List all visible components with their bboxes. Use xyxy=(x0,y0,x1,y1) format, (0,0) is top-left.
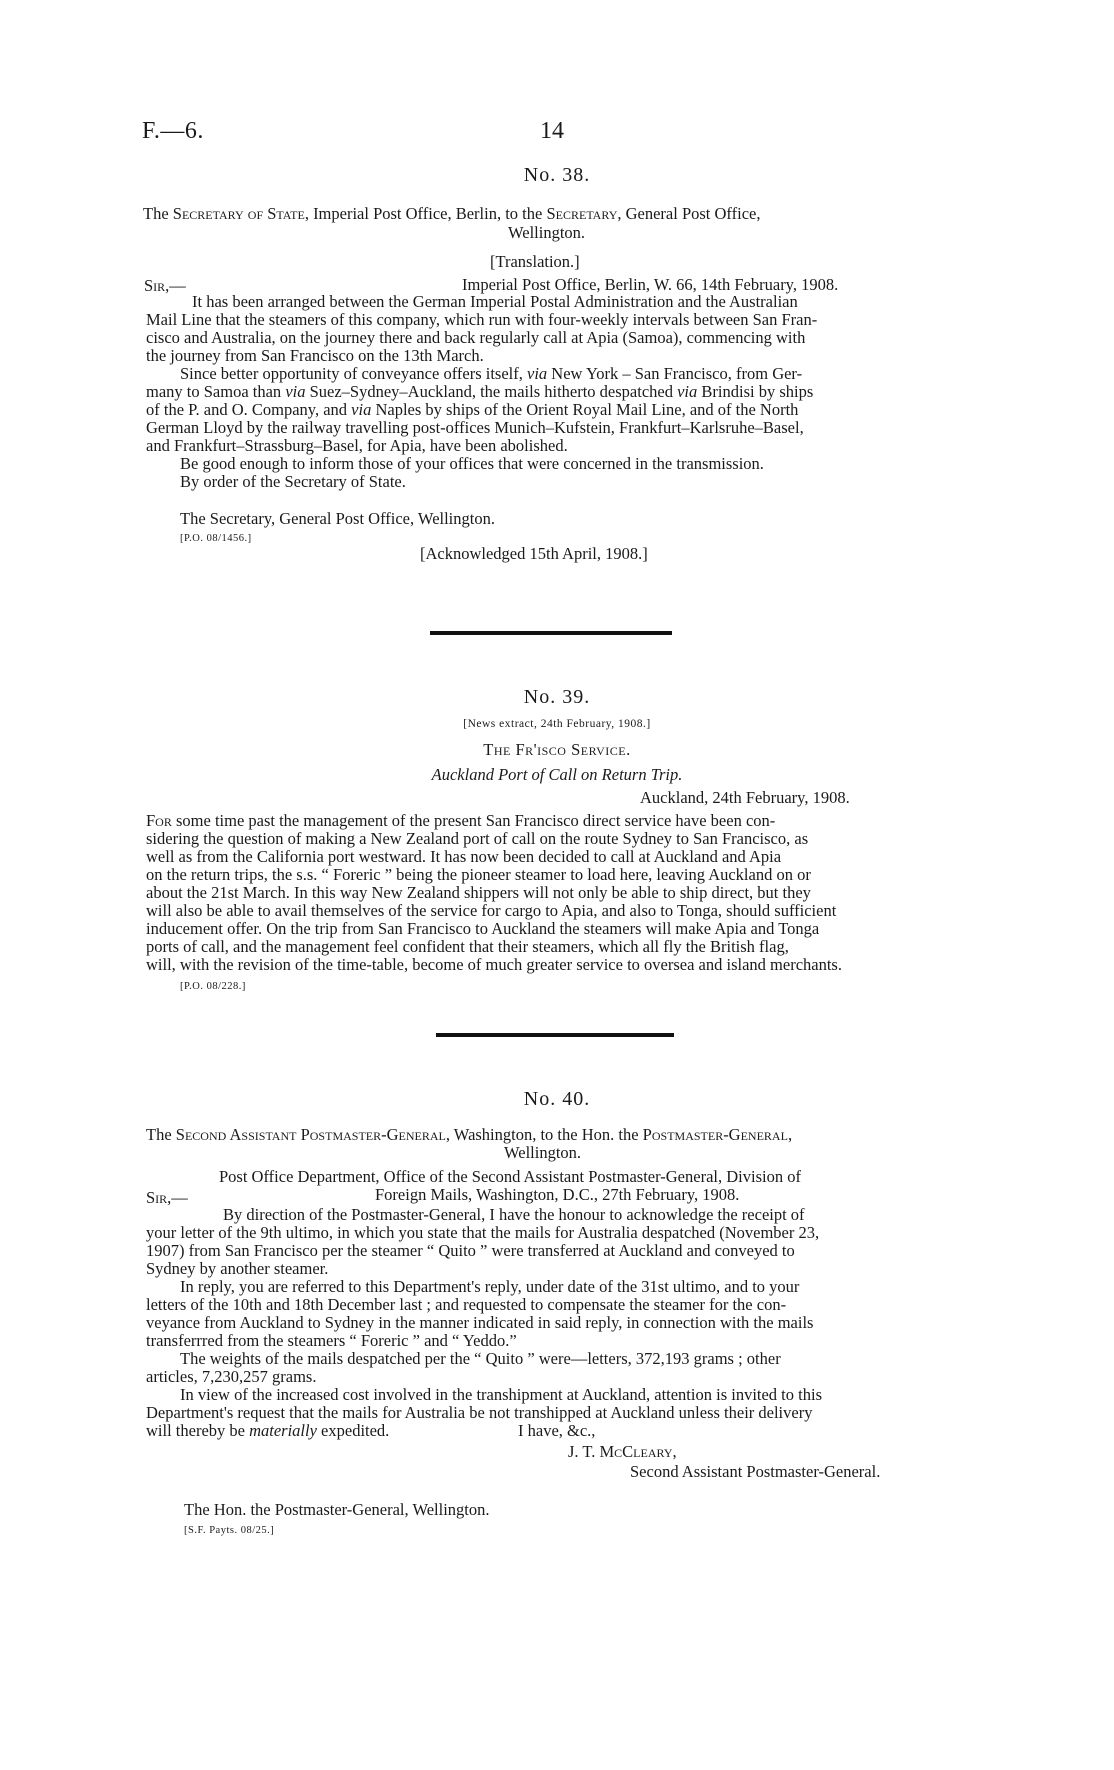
letter-38-p2-line: and Frankfurt–Strassburg–Basel, for Apia, have been abolished. xyxy=(146,436,568,455)
letter-38-addressee: The Secretary, General Post Office, Wellington. xyxy=(180,509,495,528)
letter-38-p1-line: It has been arranged between the German Imperial Postal Administration and the Australian xyxy=(192,292,798,311)
news-body-line: will also be able to avail themselves of the service for cargo to Apia, and also to Tonga, should sufficient xyxy=(146,901,837,920)
letter-40-p3-line: The weights of the mails despatched per the “ Quito ” were—letters, 372,193 grams ; other xyxy=(180,1349,781,1368)
news-body-line: sidering the question of making a New Zealand port of call on the route Sydney to San Francisco, as xyxy=(146,829,809,848)
letter-40-addressee: The Hon. the Postmaster-General, Wellington. xyxy=(184,1500,490,1519)
letter-40-p1-line: your letter of the 9th ultimo, in which you state that the mails for Australia despatched (November 23, xyxy=(146,1223,820,1242)
letter-38-p1-line: Mail Line that the steamers of this company, which run with four-weekly intervals between San Fran- xyxy=(146,310,818,329)
letter-38-p3: Be good enough to inform those of your offices that were concerned in the transmission. xyxy=(180,454,764,473)
news-dateline: Auckland, 24th February, 1908. xyxy=(640,788,850,807)
letter-40-file-ref: [S.F. Payts. 08/25.] xyxy=(184,1525,275,1536)
letter-40-heading: No. 40. xyxy=(523,1088,591,1110)
news-extract-source: [News extract, 24th February, 1908.] xyxy=(463,718,651,730)
letter-40-p1-line: Sydney by another steamer. xyxy=(146,1259,329,1278)
letter-38-p2-line: of the P. and O. Company, and via Naples by ships of the Orient Royal Mail Line, and of the North xyxy=(146,400,799,419)
news-body-line: ports of call, and the management feel confident that their steamers, which all fly the British flag, xyxy=(146,937,789,956)
section-divider xyxy=(430,631,672,635)
letter-38-p2-line: many to Samoa than via Suez–Sydney–Auckland, the mails hitherto despatched via Brindisi by ships xyxy=(146,382,814,401)
letter-38-p2-line: German Lloyd by the railway travelling post-offices Munich–Kufstein, Frankfurt–Karlsruhe–Basel, xyxy=(146,418,804,437)
news-body-line: inducement offer. On the trip from San Francisco to Auckland the steamers will make Apia and Tonga xyxy=(146,919,820,938)
letter-40-p3-line: articles, 7,230,257 grams. xyxy=(146,1367,317,1386)
letter-40-dateline: Post Office Department, Office of the Second Assistant Postmaster-General, Division of xyxy=(219,1167,801,1186)
news-subheadline: Auckland Port of Call on Return Trip. xyxy=(431,765,683,784)
letter-40-closing: I have, &c., xyxy=(518,1421,596,1440)
letter-40-p2-line: veyance from Auckland to Sydney in the manner indicated in said reply, in connection with the mails xyxy=(146,1313,814,1332)
letter-38-heading: No. 38. xyxy=(523,164,591,186)
letter-38-p2-line: Since better opportunity of conveyance offers itself, via New York – San Francisco, from Ger- xyxy=(180,364,803,383)
letter-40-title: The Second Assistant Postmaster-General, Washington, to the Hon. the Postmaster-General, xyxy=(146,1125,793,1144)
letter-40-dateline-line2: Foreign Mails, Washington, D.C., 27th February, 1908. xyxy=(375,1185,740,1204)
news-body-line: will, with the revision of the time-table, become of much greater service to oversea and island merchants. xyxy=(146,955,842,974)
news-body-line: about the 21st March. In this way New Zealand shippers will not only be able to ship direct, but they xyxy=(146,883,811,902)
letter-38-p1-line: cisco and Australia, on the journey there and back regularly call at Apia (Samoa), commencing with xyxy=(146,328,806,347)
letter-40-signatory-title: Second Assistant Postmaster-General. xyxy=(630,1462,881,1481)
letter-40-p4-line: will thereby be materially expedited. xyxy=(146,1421,390,1440)
letter-40-p2-line: transferrred from the steamers “ Foreric ” and “ Yeddo.” xyxy=(146,1331,517,1350)
letter-40-p1-line: By direction of the Postmaster-General, I have the honour to acknowledge the receipt of xyxy=(223,1205,805,1224)
news-headline: The Fr'isco Service. xyxy=(483,740,631,759)
letter-38-salutation: Sir,— xyxy=(144,276,186,295)
letter-38-p1-line: the journey from San Francisco on the 13th March. xyxy=(146,346,484,365)
letter-38-p4: By order of the Secretary of State. xyxy=(180,472,406,491)
letter-39-file-ref: [P.O. 08/228.] xyxy=(180,981,246,992)
translation-note: [Translation.] xyxy=(490,252,580,271)
news-body-line: well as from the California port westward. It has now been decided to call at Auckland and Apia xyxy=(146,847,782,866)
page-number: 14 xyxy=(540,118,564,144)
letter-40-title-line2: Wellington. xyxy=(504,1143,582,1162)
letter-40-salutation: Sir,— xyxy=(146,1188,188,1207)
letter-38-dateline: Imperial Post Office, Berlin, W. 66, 14th February, 1908. xyxy=(462,275,839,294)
letter-38-file-ref: [P.O. 08/1456.] xyxy=(180,533,252,544)
section-divider xyxy=(436,1033,674,1037)
letter-40-p1-line: 1907) from San Francisco per the steamer “ Quito ” were transferred at Auckland and conveyed to xyxy=(146,1241,795,1260)
letter-39-heading: No. 39. xyxy=(523,686,591,708)
document-code: F.—6. xyxy=(142,118,204,144)
letter-38-title-line2: Wellington. xyxy=(508,223,586,242)
letter-40-p4-line: Department's request that the mails for Australia be not transhipped at Auckland unless their delivery xyxy=(146,1403,813,1422)
letter-38-acknowledged: [Acknowledged 15th April, 1908.] xyxy=(420,544,648,563)
news-body-line: on the return trips, the s.s. “ Foreric ” being the pioneer steamer to load here, leaving Auckland on or xyxy=(146,865,811,884)
letter-38-title: The Secretary of State, Imperial Post Office, Berlin, to the Secretary, General Post Office, xyxy=(143,204,761,223)
letter-40-p2-line: In reply, you are referred to this Department's reply, under date of the 31st ultimo, and to your xyxy=(180,1277,800,1296)
news-body-line: For some time past the management of the present San Francisco direct service have been con- xyxy=(146,811,776,830)
letter-40-p2-line: letters of the 10th and 18th December last ; and requested to compensate the steamer for the con- xyxy=(146,1295,787,1314)
letter-40-signature: J. T. McCleary, xyxy=(568,1442,677,1461)
letter-40-p4-line: In view of the increased cost involved in the transhipment at Auckland, attention is invited to this xyxy=(180,1385,822,1404)
